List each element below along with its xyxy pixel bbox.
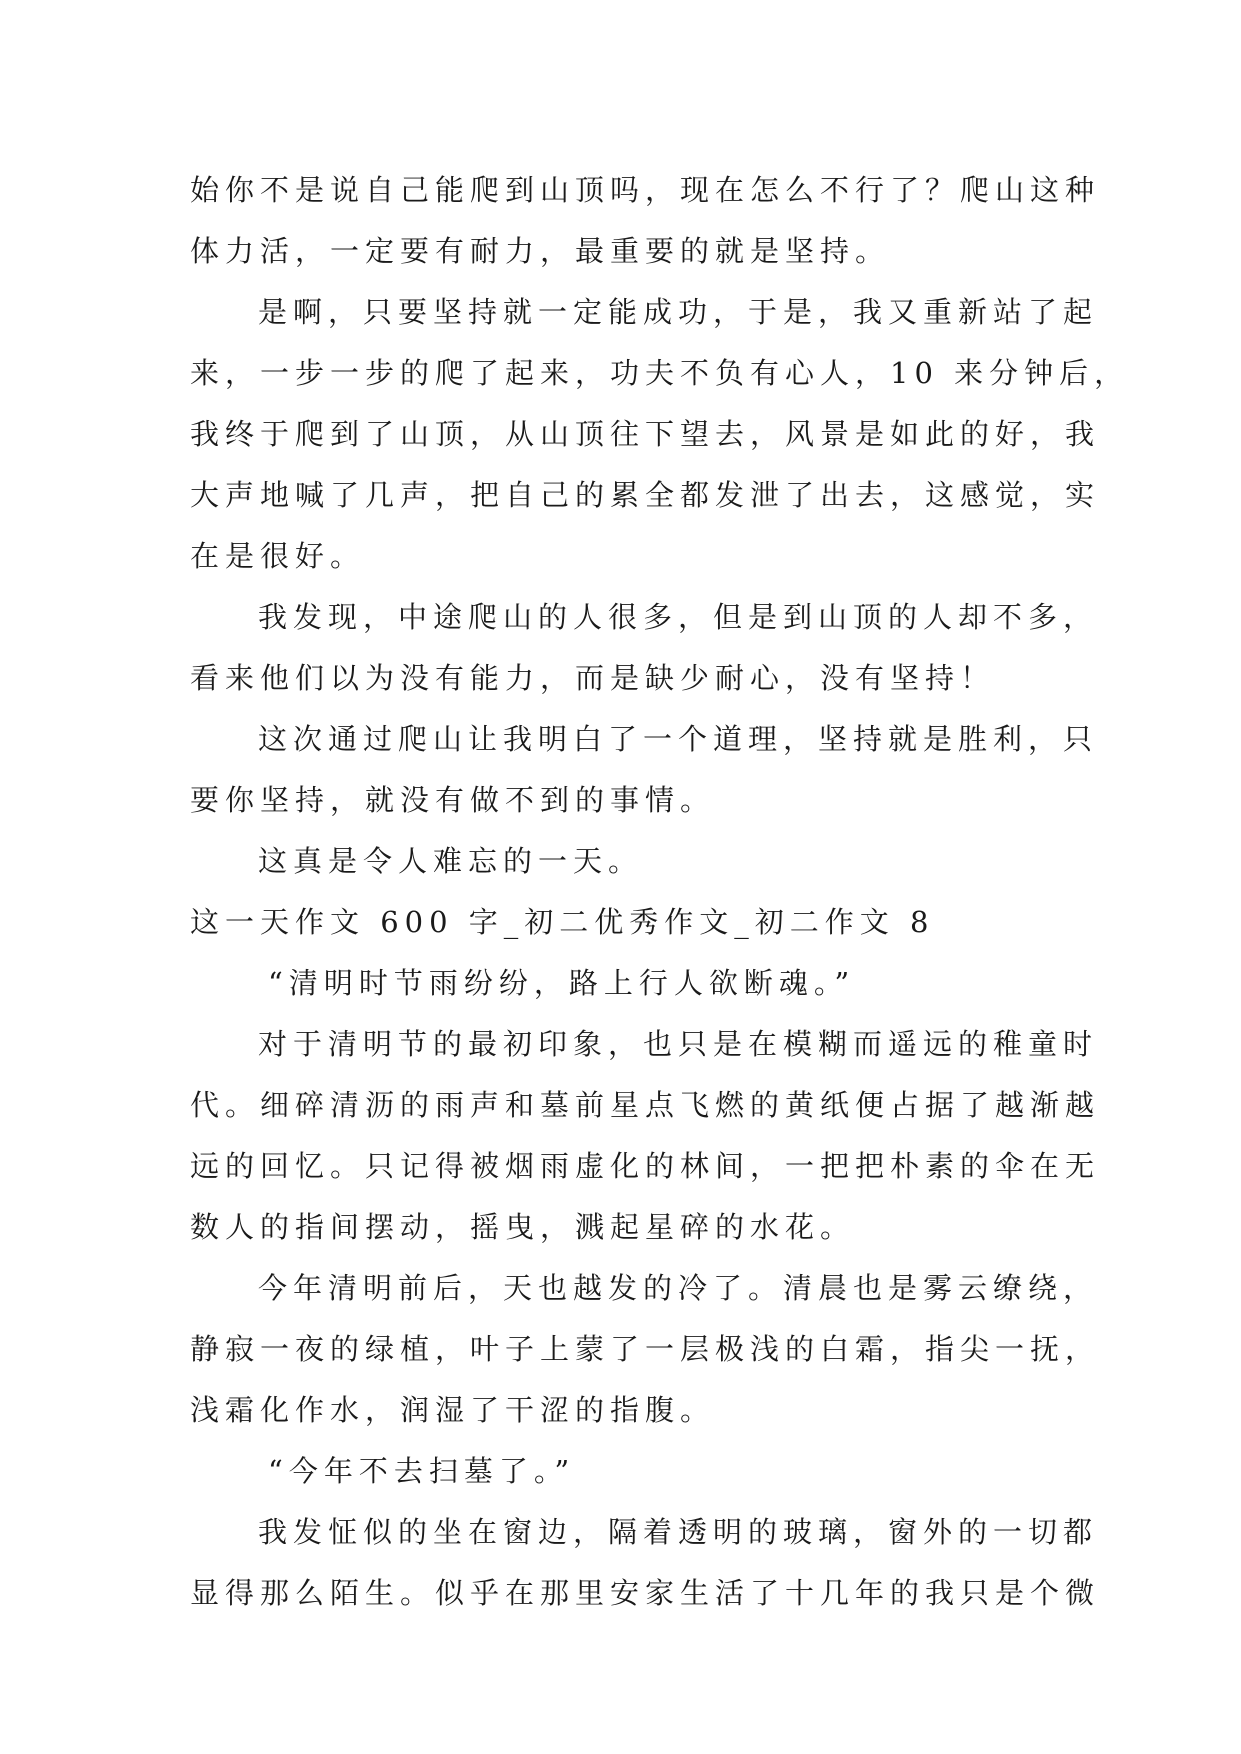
text-line: “今年不去扫墓了。” xyxy=(268,1454,576,1488)
text-line: 数人的指间摆动，摇曳，溅起星碎的水花。 xyxy=(190,1210,856,1244)
paragraph xyxy=(190,1441,1070,1502)
text-line: 这真是令人难忘的一天。 xyxy=(258,844,644,878)
paragraph xyxy=(190,1014,1101,1258)
text-line: 要你坚持，就没有做不到的事情。 xyxy=(190,783,716,817)
text-line: 浅霜化作水，润湿了干涩的指腹。 xyxy=(190,1393,716,1427)
text-line: 始你不是说自己能爬到山顶吗，现在怎么不行了？爬山这种 xyxy=(190,173,1101,207)
text-line: 看来他们以为没有能力，而是缺少耐心，没有坚持！ xyxy=(190,661,996,695)
text-line: 代。细碎清沥的雨声和墓前星点飞燃的黄纸便占据了越渐越 xyxy=(190,1088,1101,1122)
text-line: 在是很好。 xyxy=(190,539,366,573)
paragraph xyxy=(190,1502,1101,1624)
text-line: 我终于爬到了山顶，从山顶往下望去，风景是如此的好，我 xyxy=(190,417,1101,451)
paragraph xyxy=(190,953,1070,1014)
text-line: 是啊，只要坚持就一定能成功，于是，我又重新站了起 xyxy=(258,295,1099,329)
text-line: 静寂一夜的绿植，叶子上蒙了一层极浅的白霜，指尖一抚， xyxy=(190,1332,1101,1366)
paragraph xyxy=(190,587,1099,709)
paragraph xyxy=(190,1258,1101,1441)
text-line: 来，一步一步的爬了起来，功夫不负有心人，10 来分钟后， xyxy=(190,356,1130,390)
text-line: 这次通过爬山让我明白了一个道理，坚持就是胜利，只 xyxy=(258,722,1099,756)
paragraph xyxy=(190,282,1130,587)
text-line: 显得那么陌生。似乎在那里安家生活了十几年的我只是个微 xyxy=(190,1576,1101,1610)
text-line: “清明时节雨纷纷，路上行人欲断魂。” xyxy=(268,966,856,1000)
text-line: 大声地喊了几声，把自己的累全都发泄了出去，这感觉，实 xyxy=(190,478,1101,512)
text-line: 今年清明前后，天也越发的冷了。清晨也是雾云缭绕， xyxy=(258,1271,1099,1305)
text-line: 我发现，中途爬山的人很多，但是到山顶的人却不多， xyxy=(258,600,1099,634)
text-line: 远的回忆。只记得被烟雨虚化的林间，一把把朴素的伞在无 xyxy=(190,1149,1101,1183)
document-body xyxy=(190,160,1130,1624)
paragraph xyxy=(190,831,1070,892)
text-line: 体力活，一定要有耐力，最重要的就是坚持。 xyxy=(190,234,891,268)
text-line: 对于清明节的最初印象，也只是在模糊而遥远的稚童时 xyxy=(258,1027,1099,1061)
text-line: 我发怔似的坐在窗边，隔着透明的玻璃，窗外的一切都 xyxy=(258,1515,1099,1549)
paragraph xyxy=(190,709,1099,831)
section-heading xyxy=(190,892,1070,953)
heading-text: 这一天作文 600 字_初二优秀作文_初二作文 8 xyxy=(190,905,935,939)
paragraph xyxy=(190,160,1101,282)
